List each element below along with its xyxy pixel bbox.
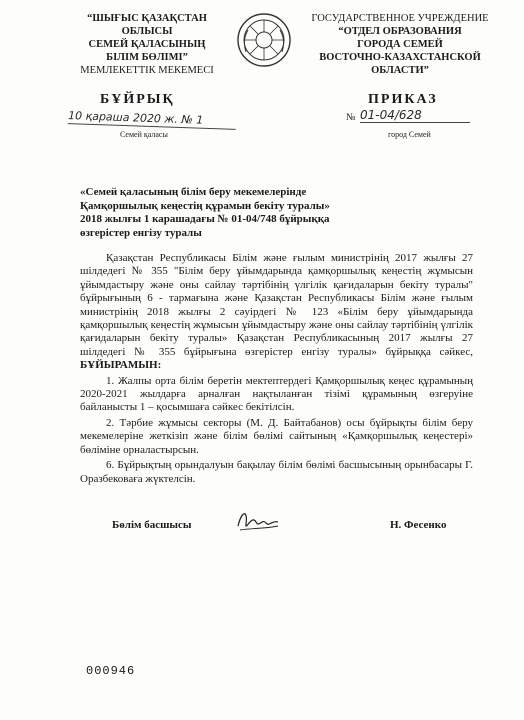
header-right-line: “ОТДЕЛ ОБРАЗОВАНИЯ [338, 26, 462, 37]
state-emblem-icon [236, 12, 292, 68]
order-item: 1. Жалпы орта білім беретін мектептердегі Қамқоршылық кеңес құрамының 2020-2021 жылдарға арналған нақтыланған тізімі құрамының өзгеруіне байланысты 1 – қосымшаға сәйкес бекітілсін. [80, 374, 473, 414]
subject-line: «Семей қаласының білім беру мекемелерінде [80, 186, 307, 198]
header-left-line: “ШЫҒЫС ҚАЗАҚСТАН [87, 13, 207, 24]
city-kz: Семей қаласы [120, 130, 168, 139]
header-right-line: ГОРОДА СЕМЕЙ [357, 39, 443, 50]
subject-line: өзгерістер енгізу туралы [80, 226, 202, 239]
order-date-handwritten: 10 қараша 2020 ж. № 1 [68, 109, 236, 130]
handwritten-signature-icon [232, 504, 282, 540]
order-number-prefix: № [346, 112, 356, 123]
signatory-title: Бөлім басшысы [112, 519, 192, 531]
subject-line: 2018 жылғы 1 карашадағы № 01-04/748 бұйрыққа [80, 213, 330, 225]
order-body [80, 252, 473, 486]
order-word: БҰЙЫРАМЫН: [80, 359, 162, 372]
header-right-ru [300, 12, 500, 77]
header-left-line: СЕМЕЙ ҚАЛАСЫНЫҢ [88, 39, 206, 50]
header-right-line: ВОСТОЧНО-КАЗАХСТАНСКОЙ [319, 52, 481, 63]
preamble-paragraph [80, 252, 473, 373]
order-number-handwritten: 01-04/628 [360, 108, 470, 123]
preamble-text: Қазақстан Республикасы Білім және ғылым министрінің 2017 жылғы 27 шілдедегі № 355 "Білім беру ұйымдарында қамқоршылық кеңестің жұмысын ұйымдастыру және оны сайлау тәртібінің үлгілік қағидаларын бекіту туралы" бұйрығының 6 - тармағына және Қазақстан Республикасы Білім және ғылым министрінің 2018 жылғы 2 сәуірдегі № 123 «Білім беру ұйымдарында қамқоршылық кеңестің жұмысын ұйымдастыру және оны сайлау тәртібінің үлгілік қағидаларын бекіту туралы» Қазақстан Республикасының 2017 жылғы 27 шілдедегі № 355 бұйрығына өзгерістер енгізу туралы» бұйрыққа сәйкес, [80, 252, 473, 358]
order-item: 6. Бұйрықтың орындалуын бақылау білім бөлімі басшысының орынбасары Г. Оразбековаға жүктелсін. [80, 459, 473, 485]
header-left-kz [62, 12, 232, 77]
order-item: 2. Тәрбие жұмысы секторы (М. Д. Байтабанов) осы бұйрықты білім беру мекемелеріне жеткізіп және білім бөлімі сайтының «Қамқоршылық кеңестері» бөліміне орналастырсын. [80, 416, 473, 456]
order-title-ru: ПРИКАЗ [368, 92, 438, 107]
order-title-kz: БҰЙРЫҚ [100, 92, 175, 107]
header-left-line: ОБЛЫСЫ [121, 26, 173, 37]
header-right-line: ОБЛАСТИ” [371, 65, 429, 76]
header-left-line: БІЛІМ БӨЛІМІ” [106, 52, 188, 63]
subject-line: Қамқоршылық кеңестің құрамын бекіту туралы» [80, 199, 330, 212]
header-right-status: ГОСУДАРСТВЕННОЕ УЧРЕЖДЕНИЕ [311, 13, 489, 24]
serial-number: 000946 [86, 664, 136, 678]
header-left-status: МЕМЛЕКЕТТІК МЕКЕМЕСІ [80, 65, 214, 76]
city-ru: город Семей [388, 130, 431, 139]
order-subject [80, 186, 380, 240]
signatory-name: Н. Фесенко [390, 519, 447, 531]
